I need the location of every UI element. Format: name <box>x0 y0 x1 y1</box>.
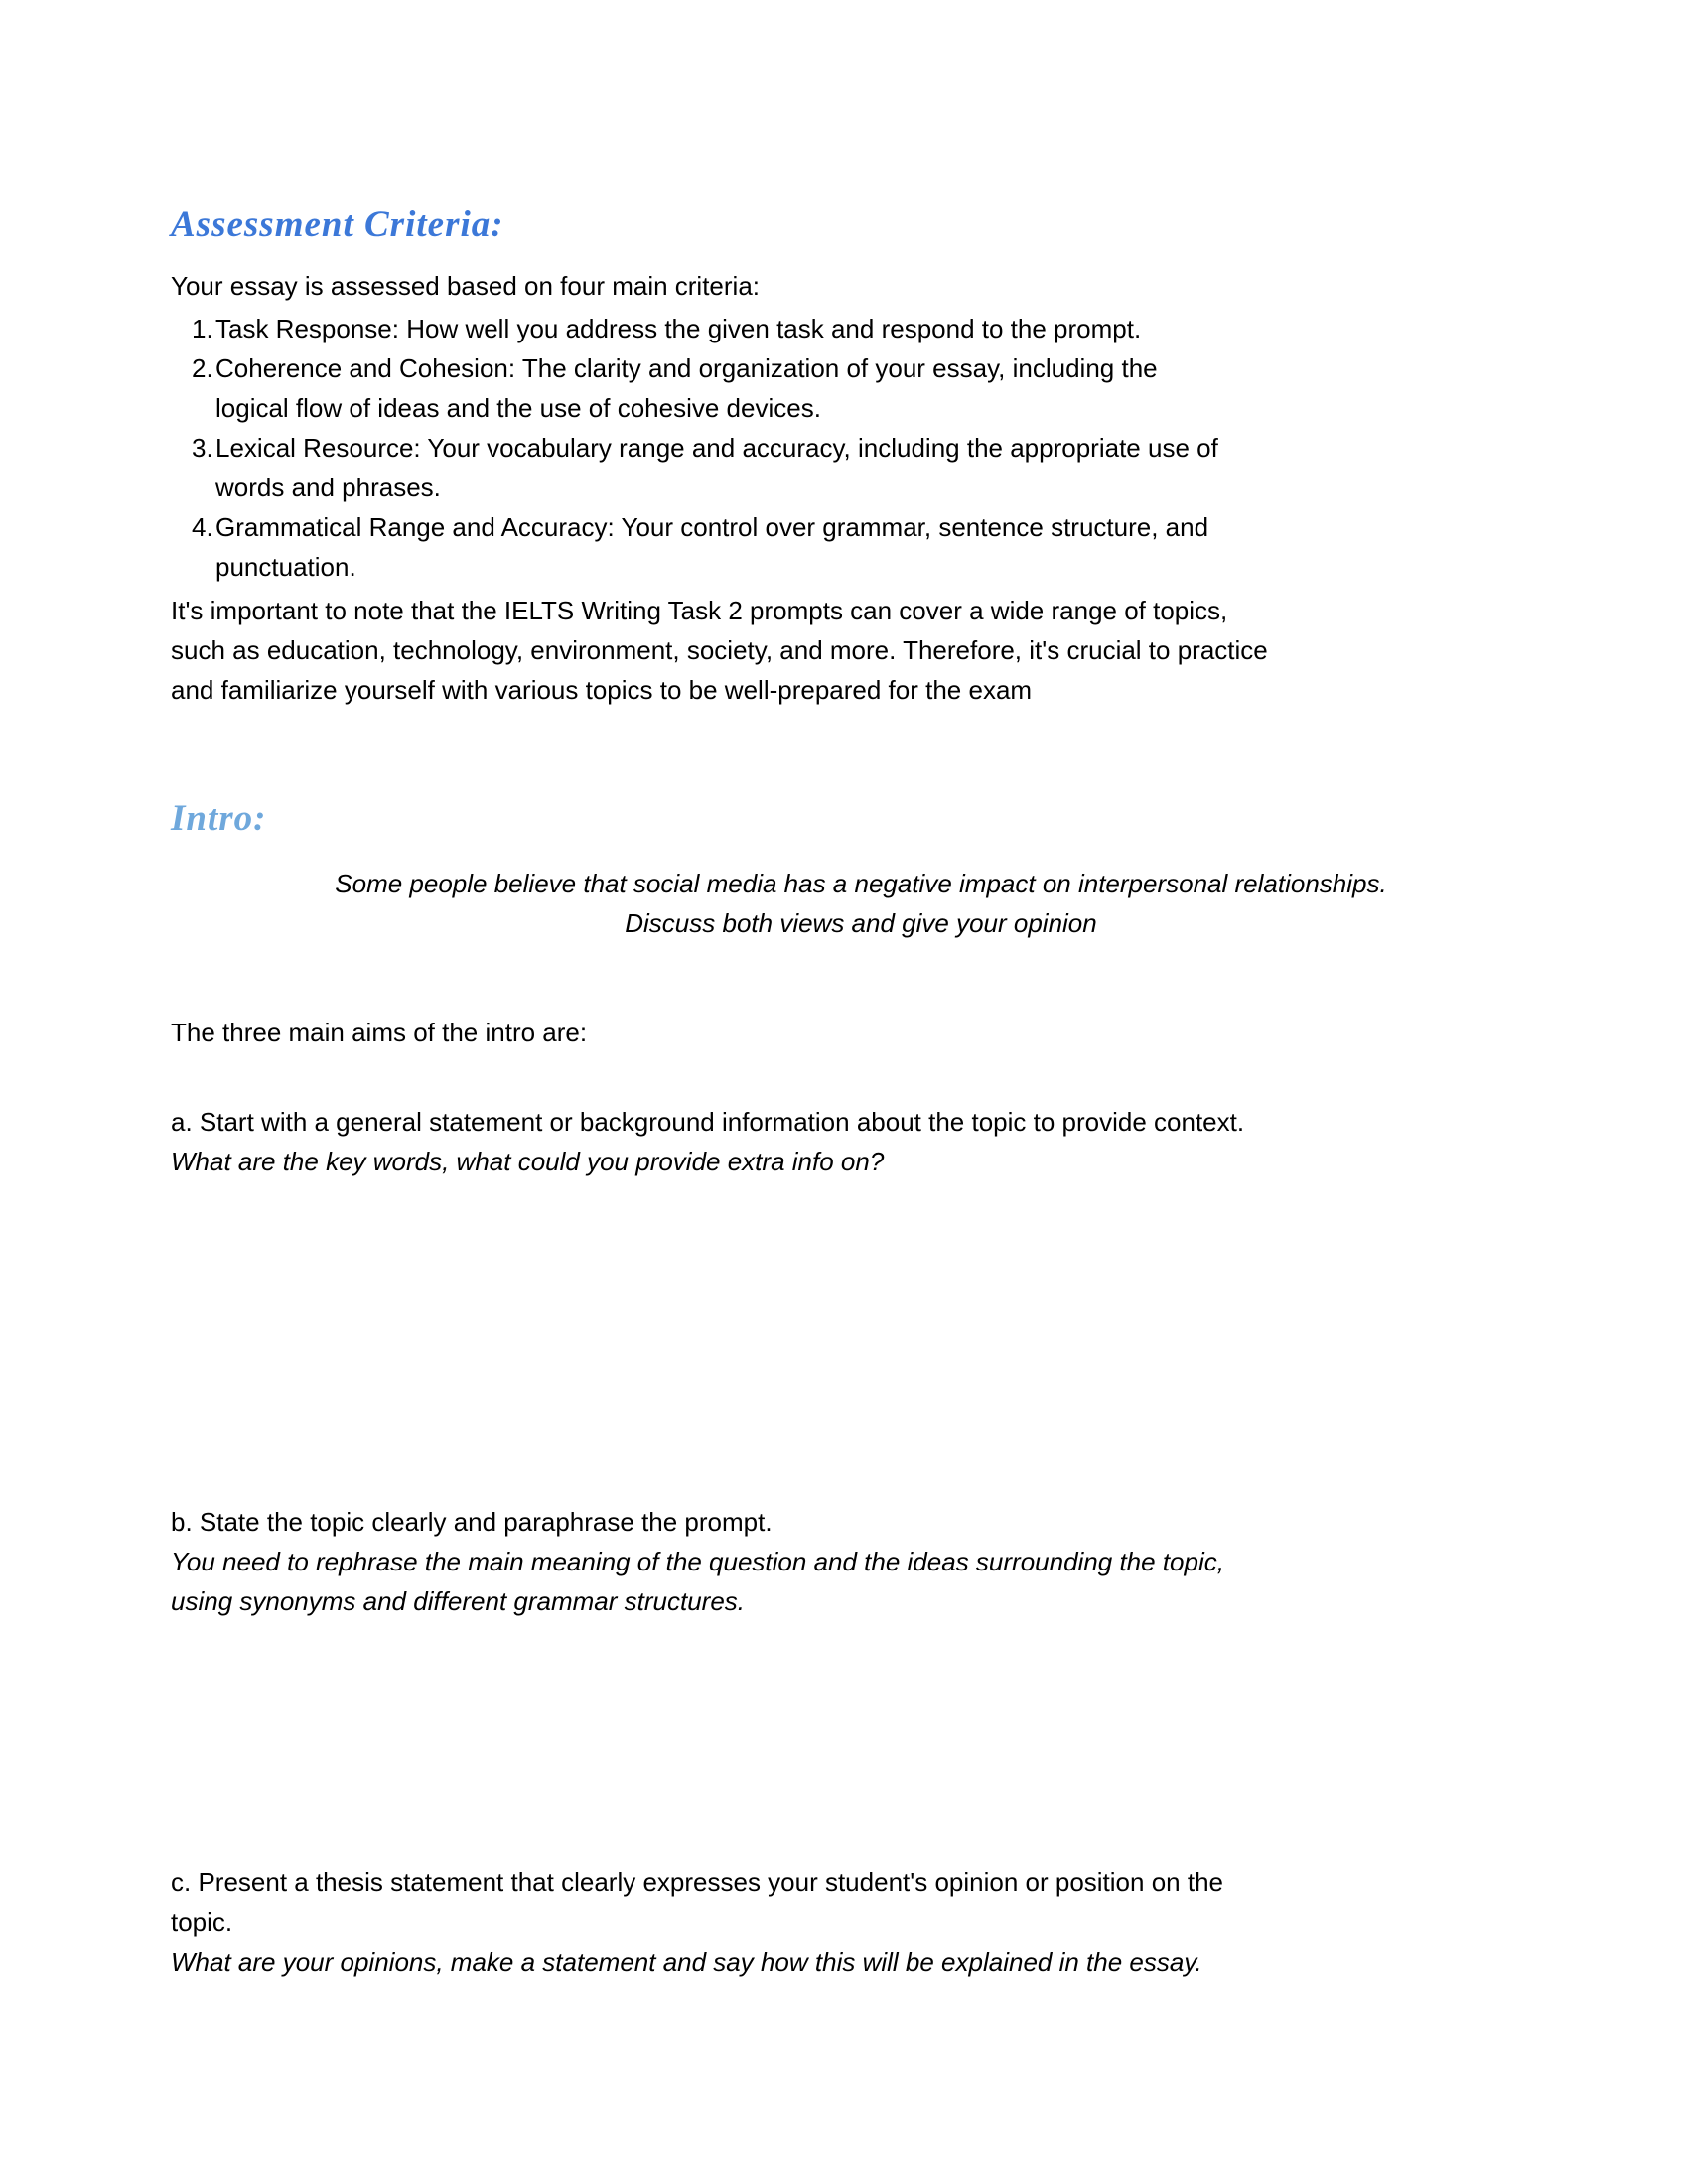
criteria-list <box>171 309 1551 587</box>
criteria-text-line: logical flow of ideas and the use of cohesive devices. <box>215 393 821 423</box>
criteria-text-line: punctuation. <box>215 552 356 582</box>
ielts-note-paragraph <box>171 591 1551 710</box>
assessment-criteria-heading: Assessment Criteria: <box>171 205 504 245</box>
criteria-item-task-response <box>171 309 1551 348</box>
list-number: 4. <box>192 512 213 542</box>
criteria-text-line: Grammatical Range and Accuracy: Your control over grammar, sentence structure, and <box>215 512 1209 542</box>
assessment-lead-text: Your essay is assessed based on four main criteria: <box>171 271 761 301</box>
note-line: It's important to note that the IELTS Writing Task 2 prompts can cover a wide range of topics, <box>171 596 1228 625</box>
list-number: 2. <box>192 353 213 383</box>
aim-a-text: a. Start with a general statement or background information about the topic to provide context. <box>171 1107 1245 1137</box>
note-line: such as education, technology, environment, society, and more. Therefore, it's crucial to practice <box>171 635 1268 665</box>
intro-heading: Intro: <box>171 798 267 839</box>
prompt-line: Discuss both views and give your opinion <box>625 908 1097 938</box>
list-number: 3. <box>192 433 213 463</box>
aim-b-text: b. State the topic clearly and paraphrase the prompt. <box>171 1507 773 1537</box>
aim-a-block <box>171 1102 1551 1181</box>
essay-prompt-quote <box>171 864 1551 943</box>
criteria-item-grammatical-range <box>171 507 1551 587</box>
aim-c-text: c. Present a thesis statement that clearly expresses your student's opinion or position on the <box>171 1867 1223 1897</box>
note-line: and familiarize yourself with various topics to be well-prepared for the exam <box>171 675 1033 705</box>
aim-a-hint: What are the key words, what could you provide extra info on? <box>171 1147 885 1176</box>
prompt-line: Some people believe that social media has a negative impact on interpersonal relationships. <box>335 869 1387 898</box>
aim-b-block <box>171 1502 1551 1621</box>
criteria-text-line: words and phrases. <box>215 473 441 502</box>
document-content <box>171 0 1551 1981</box>
criteria-text-line: Coherence and Cohesion: The clarity and organization of your essay, including the <box>215 353 1158 383</box>
criteria-text-line: Task Response: How well you address the given task and respond to the prompt. <box>215 314 1142 343</box>
criteria-item-coherence-cohesion <box>171 348 1551 428</box>
aim-c-text: topic. <box>171 1907 233 1937</box>
aim-c-hint: What are your opinions, make a statement and say how this will be explained in the essay. <box>171 1947 1202 1977</box>
aim-b-hint: You need to rephrase the main meaning of the question and the ideas surrounding the topic, <box>171 1547 1224 1576</box>
aim-c-block <box>171 1862 1551 1981</box>
aim-b-hint: using synonyms and different grammar structures. <box>171 1586 746 1616</box>
aims-lead-text: The three main aims of the intro are: <box>171 1018 588 1047</box>
list-number: 1. <box>192 314 213 343</box>
criteria-item-lexical-resource <box>171 428 1551 507</box>
criteria-text-line: Lexical Resource: Your vocabulary range and accuracy, including the appropriate use of <box>215 433 1218 463</box>
